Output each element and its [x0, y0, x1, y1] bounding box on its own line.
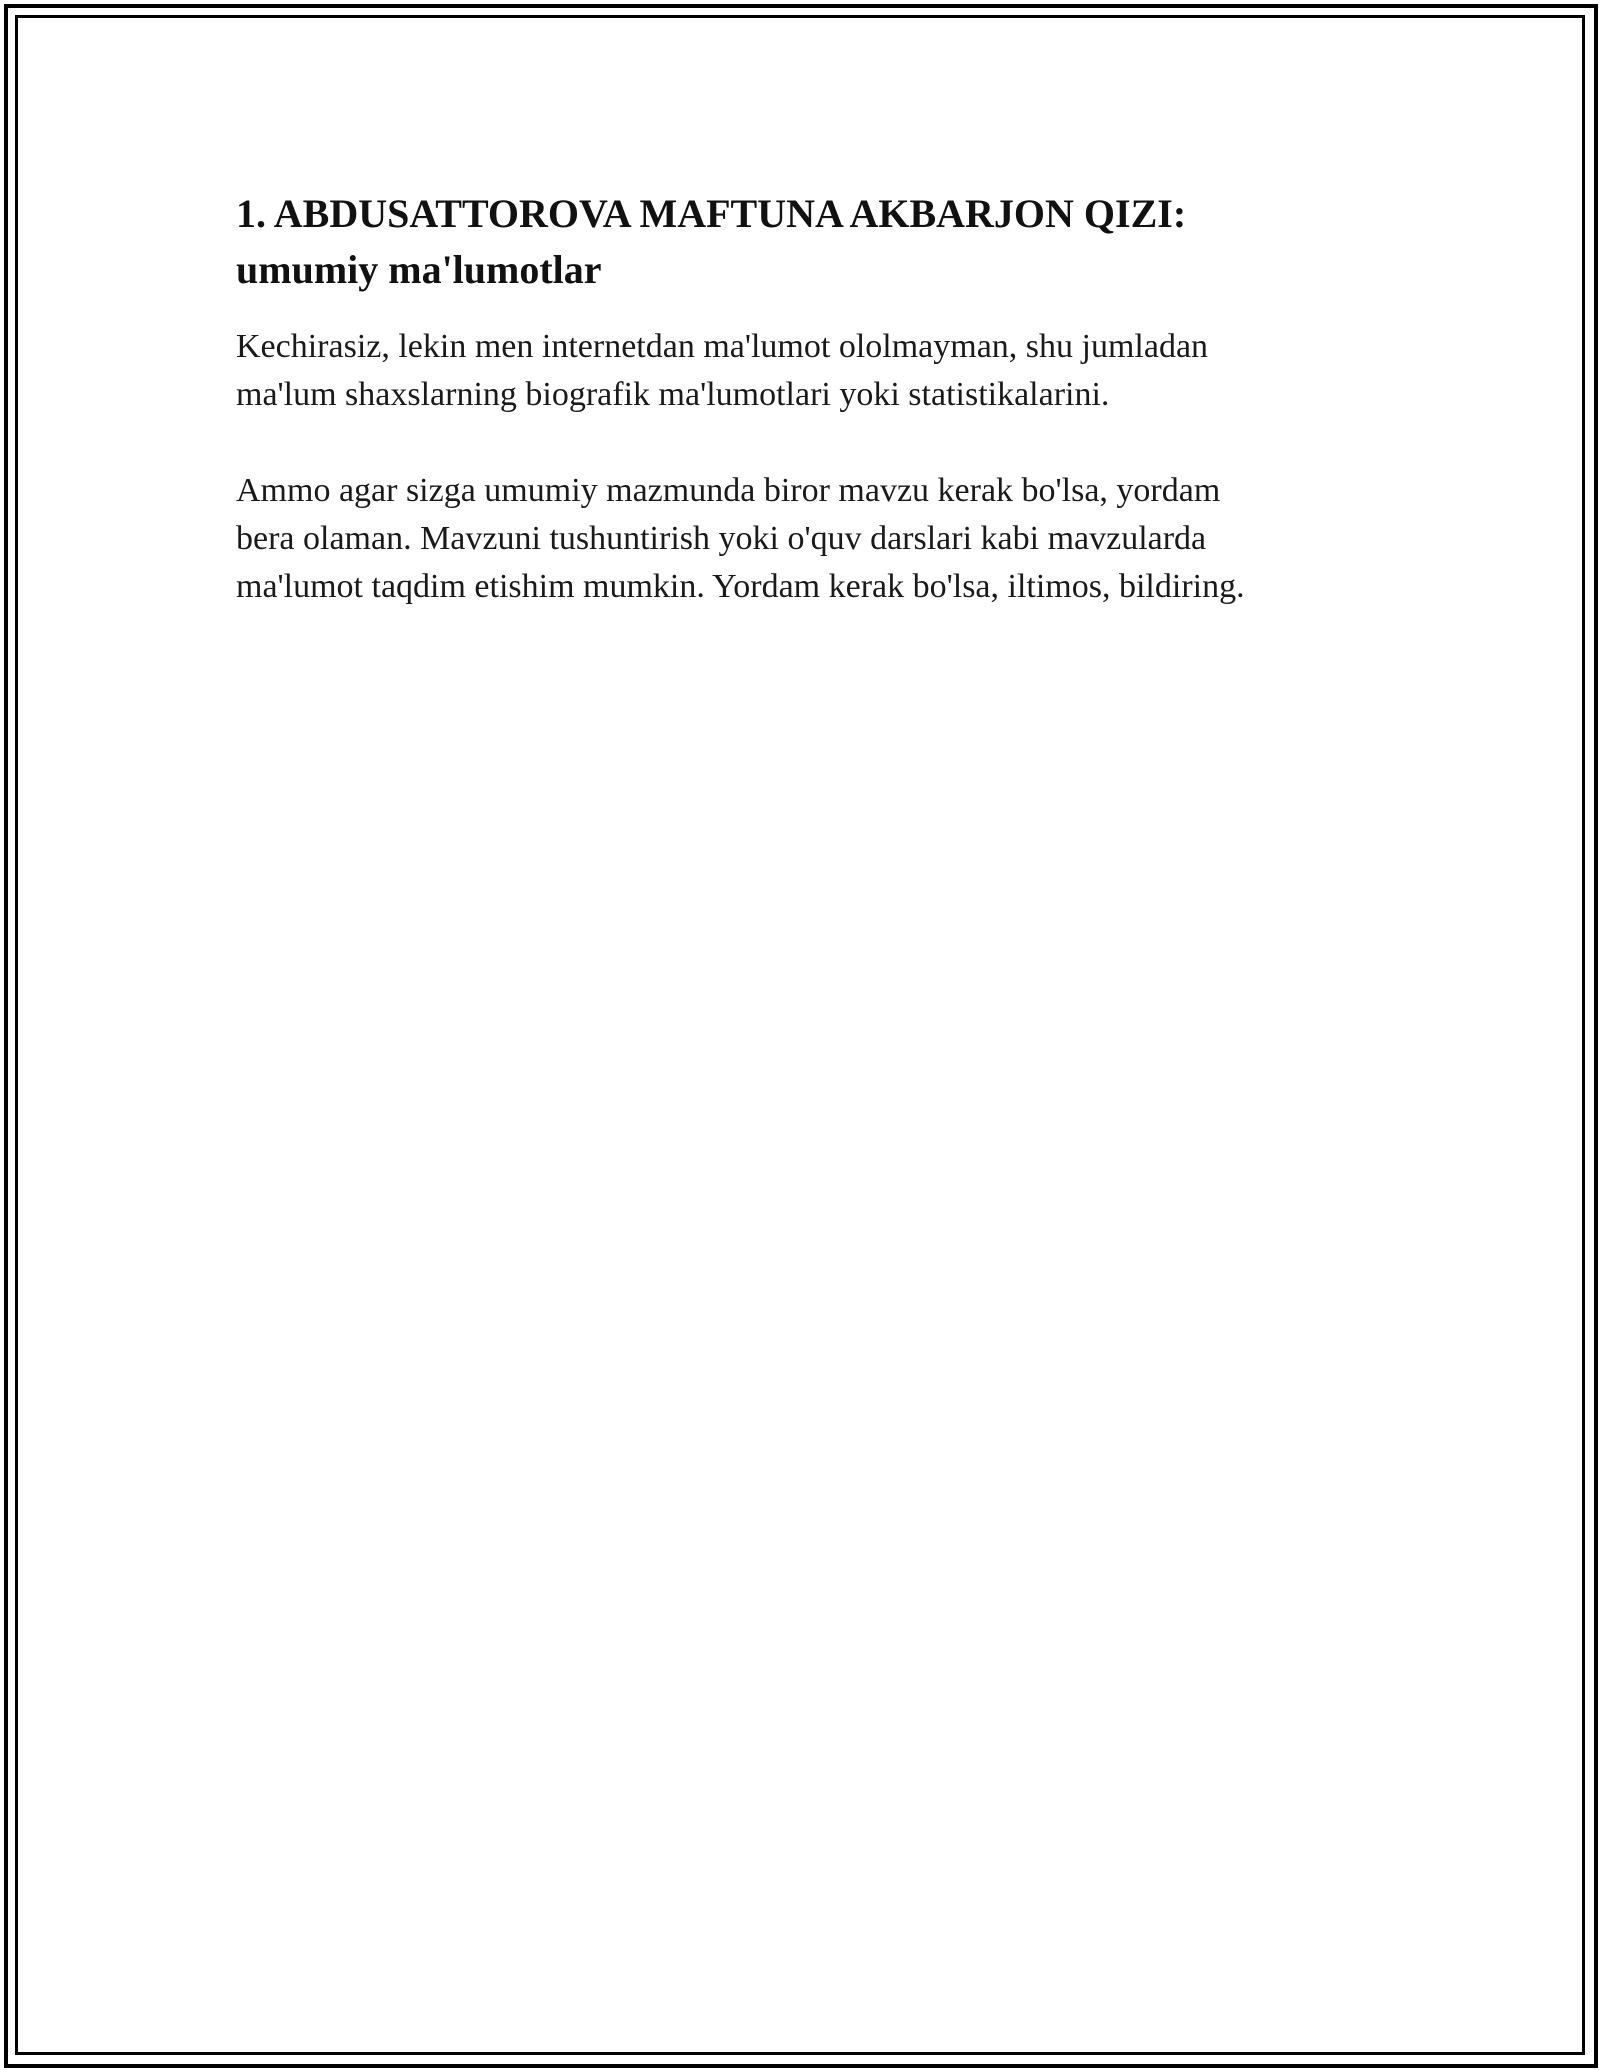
paragraph-line: Kechirasiz, lekin men internetdan ma'lumot ololmayman, shu jumladan — [236, 328, 1209, 365]
paragraph-offer-help — [236, 467, 1376, 611]
section-heading — [236, 186, 1376, 298]
paragraph-line: bera olaman. Mavzuni tushuntirish yoki o'quv darslari kabi mavzularda — [236, 520, 1207, 557]
document-body — [236, 186, 1376, 611]
paragraph-line: ma'lum shaxslarning biografik ma'lumotlari yoki statistikalarini. — [236, 376, 1110, 413]
paragraph-line: ma'lumot taqdim etishim mumkin. Yordam kerak bo'lsa, iltimos, bildiring. — [236, 568, 1245, 605]
paragraph-line: Ammo agar sizga umumiy mazmunda biror mavzu kerak bo'lsa, yordam — [236, 472, 1221, 509]
heading-line-2: umumiy ma'lumotlar — [236, 247, 602, 292]
paragraph-apology — [236, 323, 1376, 419]
heading-line-1: 1. ABDUSATTOROVA MAFTUNA AKBARJON QIZI: — [236, 191, 1187, 236]
